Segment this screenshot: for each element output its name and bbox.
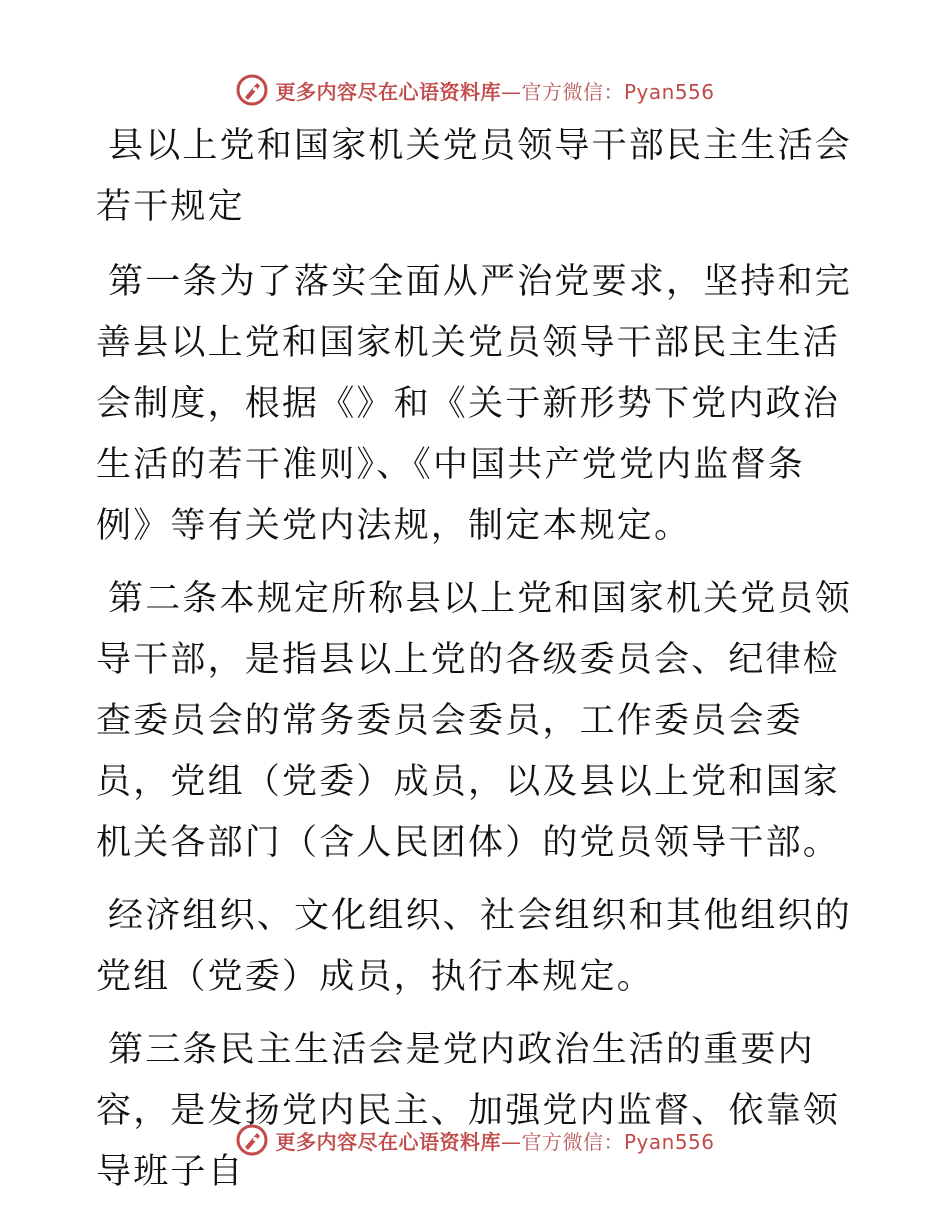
document-body [96,116,856,1215]
banner-separator: — [500,79,522,104]
banner-wechat-label: 官方微信： [521,1129,624,1154]
banner-text [275,1126,714,1155]
banner-separator: — [500,1129,522,1154]
banner-wechat-label: 官方微信： [521,79,624,104]
paragraph-article-3: 第三条民主生活会是党内政治生活的重要内容，是发扬党内民主、加强党内监督、依靠领导班子自 [96,1030,841,1192]
banner-text [275,76,714,105]
paragraph-article-2-supplement: 经济组织、文化组织、社会组织和其他组织的党组（党委）成员，执行本规定。 [96,896,853,997]
pen-nib-logo-icon [235,73,269,107]
paragraph-article-2: 第二条本规定所称县以上党和国家机关党员领导干部，是指县以上党的各级委员会、纪律检查委员会的常务委员会委员，工作委员会委员，党组（党委）成员，以及县以上党和国家机关各部门（含人民团体）的党员领导干部。 [96,579,853,863]
banner-wechat-id: Pyan556 [623,79,715,104]
banner-site-text: 更多内容尽在心语资料库 [275,1129,501,1154]
document-title: 县以上党和国家机关党员领导干部民主生活会若干规定 [96,126,853,227]
banner-site-text: 更多内容尽在心语资料库 [275,79,501,104]
header-watermark-banner [0,70,950,110]
footer-watermark-banner [0,1120,950,1160]
pen-nib-logo-icon [235,1123,269,1157]
paragraph-article-1: 第一条为了落实全面从严治党要求，坚持和完善县以上党和国家机关党员领导干部民主生活会制度，根据《》和《关于新形势下党内政治生活的若干准则》、《中国共产党党内监督条例》等有关党内法规，制定本规定。 [96,262,853,546]
banner-wechat-id: Pyan556 [623,1129,715,1154]
